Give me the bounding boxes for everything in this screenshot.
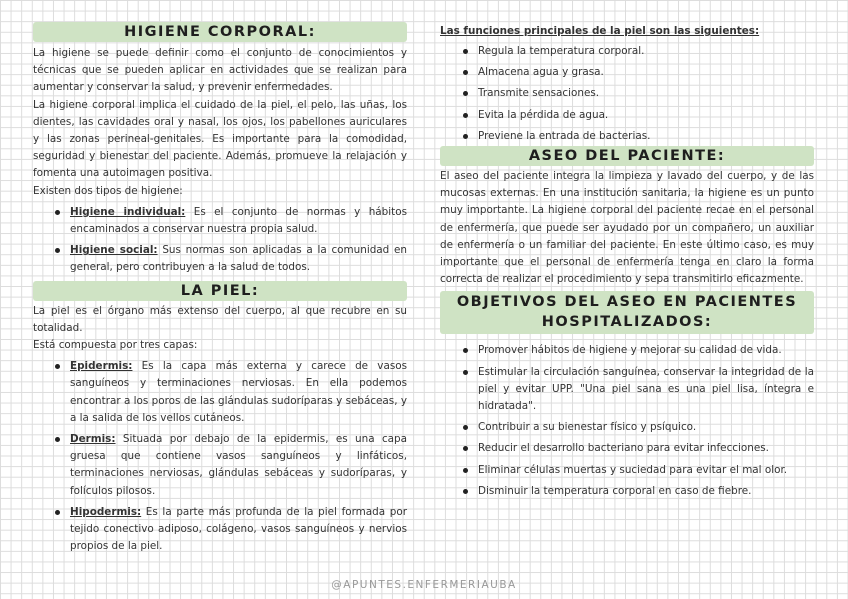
skin-layers-intro: Está compuesta por tres capas: (33, 339, 198, 352)
list-item (33, 242, 407, 276)
hygiene-definition: La higiene se puede definir como el conjunto de conocimientos y técnicas que se pueden aplicar en actividades que se realizan para aumentar y conservar la salud, y prevenir enfermedades. (33, 47, 407, 94)
list-item: Almacena agua y grasa. (440, 64, 814, 81)
objectives-title-line2: HOSPITALIZADOS: (541, 314, 713, 331)
list-item: Contribuir a su bienestar físico y psíquico. (440, 419, 814, 436)
list-item: Estimular la circulación sanguínea, conservar la integridad de la piel y evitar UPP. "Una piel sana es una piel lisa, íntegra e hidratada". (440, 364, 814, 416)
term-text: Sus normas son aplicadas a la comunidad en general, pero contribuyen a la salud de todos. (70, 244, 407, 274)
term-label: Dermis: (70, 433, 116, 446)
hygiene-title: HIGIENE CORPORAL: (33, 22, 407, 42)
list-item: Eliminar células muertas y suciedad para evitar el mal olor. (440, 462, 814, 479)
list-item: Promover hábitos de higiene y mejorar su calidad de vida. (440, 342, 814, 359)
functions-heading: Las funciones principales de la piel son las siguientes: (440, 25, 760, 37)
skin-layers-list (33, 358, 407, 555)
list-item (33, 358, 407, 427)
list-item (33, 431, 407, 500)
patient-cleaning-text: El aseo del paciente integra la limpieza y lavado del cuerpo, y de las mucosas externas. En una institución sanitaria, la higiene es un punto muy importante. La higiene corporal del paciente recae en el personal de enfermería, que puede ser ayudado por un compañero, un auxiliar de enfermería o un familiar del paciente. En este último caso, es muy importante que el personal de enfermería tenga en claro la forma correcta de realizar el procedimiento y sepa transmitirlo eficazmente. (440, 170, 814, 286)
term-label: Epidermis: (70, 360, 133, 373)
list-item: Transmite sensaciones. (440, 85, 814, 102)
skin-title: LA PIEL: (33, 281, 407, 301)
hygiene-types-list (33, 204, 407, 277)
footer-handle: @APUNTES.ENFERMERIAUBA (331, 579, 517, 591)
skin-definition: La piel es el órgano más extenso del cuerpo, al que recubre en su totalidad. (33, 304, 407, 334)
functions-list (440, 43, 814, 145)
term-text: Es la capa más externa y carece de vasos sanguíneos y terminaciones nerviosas. En ella podemos encontrar a los poros de las glándulas sudoríparas y sebáceas, y a la salida de los vellos cutáneos. (70, 360, 407, 424)
list-item: Reducir el desarrollo bacteriano para evitar infecciones. (440, 440, 814, 457)
objectives-title (440, 291, 814, 334)
term-text: Es la parte más profunda de la piel formada por tejido conectivo adiposo, colágeno, vasos sanguíneos y nervios propios de la piel. (70, 505, 407, 553)
term-text: Situada por debajo de la epidermis, es una capa gruesa que contiene vasos sanguíneos y linfáticos, terminaciones nerviosas, glándulas sebáceas y sudoríparas, y folículos pilosos. (70, 433, 407, 497)
patient-cleaning-title: ASEO DEL PACIENTE: (440, 146, 814, 166)
objectives-list (440, 342, 814, 500)
right-column (440, 0, 814, 500)
list-item: Disminuir la temperatura corporal en caso de fiebre. (440, 483, 814, 500)
term-label: Hipodermis: (70, 505, 142, 518)
list-item: Regula la temperatura corporal. (440, 43, 814, 60)
list-item (33, 504, 407, 556)
hygiene-body-care: La higiene corporal implica el cuidado de la piel, el pelo, las uñas, los dientes, las cavidades oral y nasal, los ojos, los pabellones auriculares y las zonas perineal-genitales. Es importante para la comodidad, seguridad y bienestar del paciente. Además, promueve la relajación y fomenta una autoimagen positiva. (33, 98, 407, 180)
term-text: Es el conjunto de normas y hábitos encaminados a conservar nuestra propia salud. (70, 205, 407, 236)
objectives-title-line1: OBJETIVOS DEL ASEO EN PACIENTES (456, 294, 798, 311)
list-item: Evita la pérdida de agua. (440, 107, 814, 124)
list-item (33, 204, 407, 238)
term-label: Higiene individual: (70, 205, 186, 218)
list-item: Previene la entrada de bacterias. (440, 128, 814, 145)
left-column (33, 0, 407, 555)
term-label: Higiene social: (70, 244, 158, 257)
hygiene-types-intro: Existen dos tipos de higiene: (33, 184, 183, 197)
